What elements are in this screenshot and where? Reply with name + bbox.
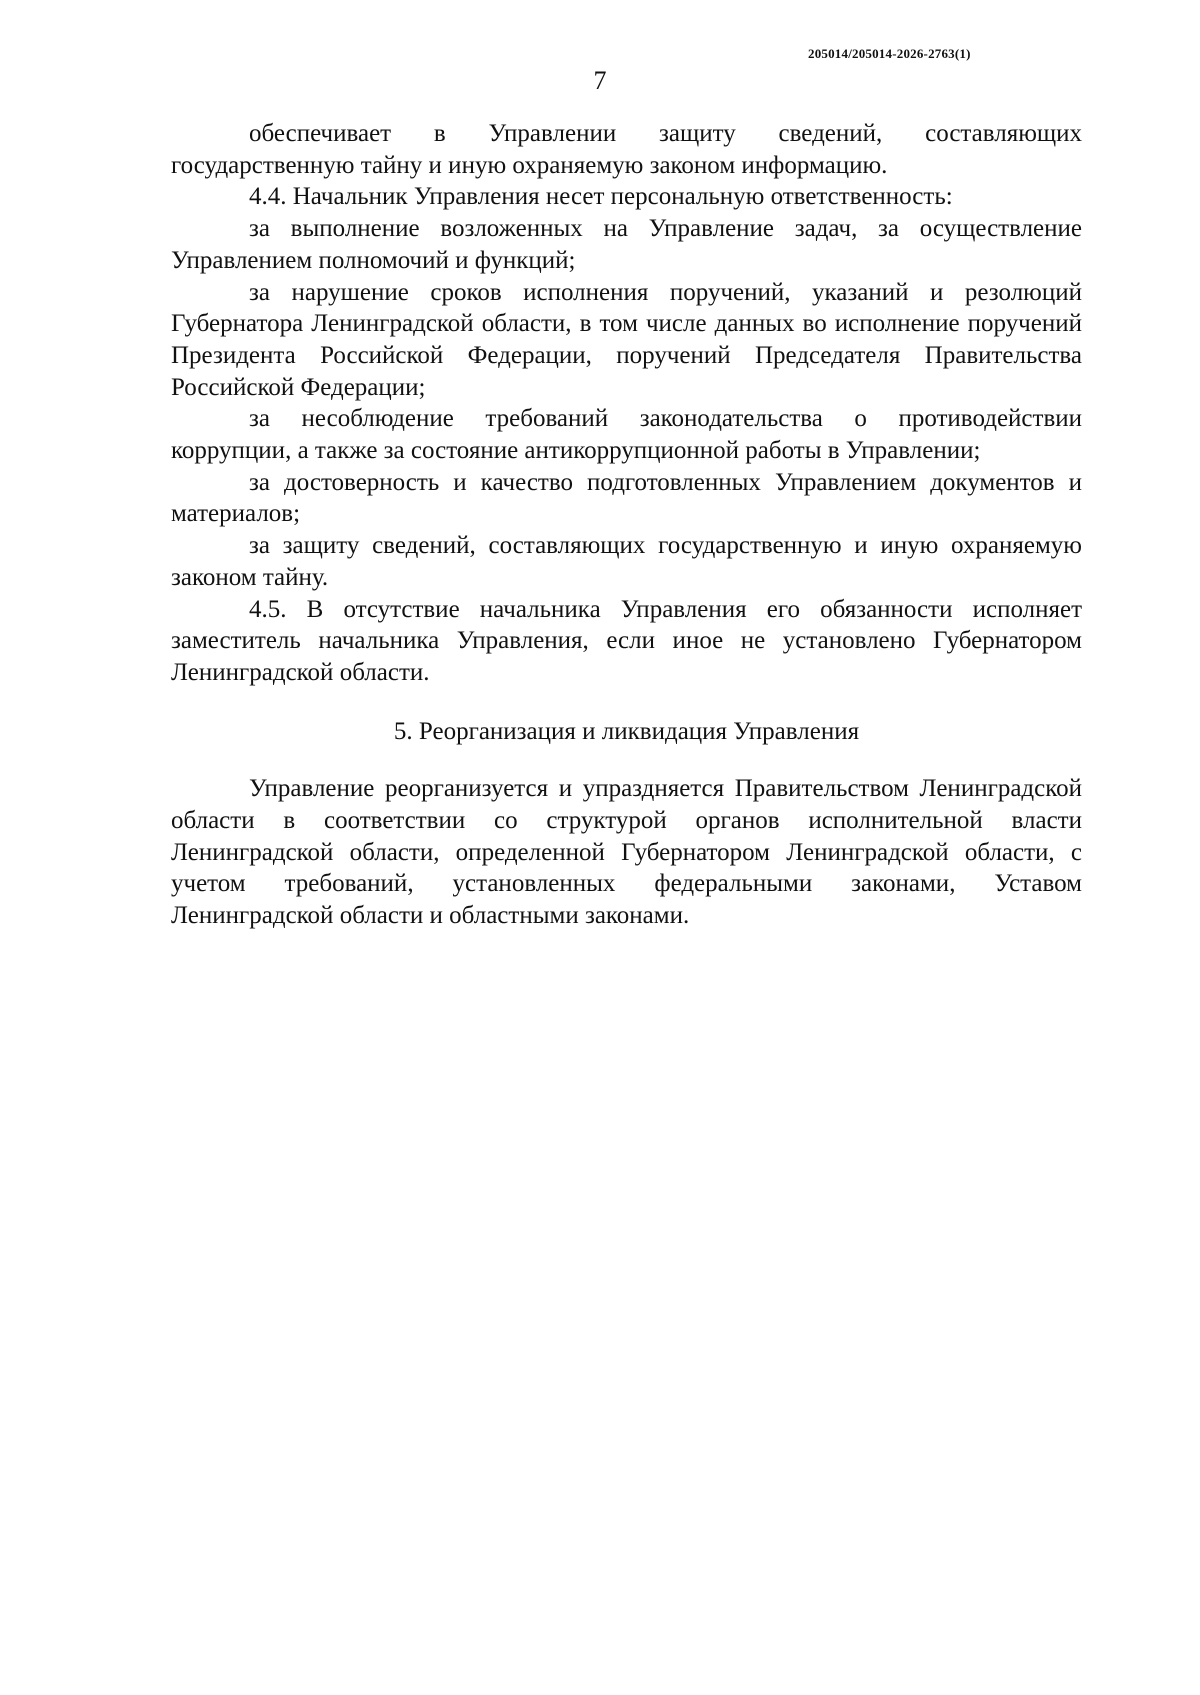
paragraph: за выполнение возложенных на Управление задач, за осуществление Управлением полномочий и функций; [171, 215, 1082, 274]
paragraph: 4.4. Начальник Управления несет персональную ответственность: [249, 183, 953, 211]
page-number: 7 [593, 66, 607, 95]
spacer [171, 689, 1082, 716]
section-heading: 5. Реорганизация и ликвидация Управления [393, 717, 860, 745]
paragraph: за несоблюдение требований законодательства о противодействии коррупции, а также за состояние антикоррупционной работы в Управлении; [171, 405, 1082, 465]
document-body [171, 118, 1082, 932]
paragraph: за нарушение сроков исполнения поручений, указаний и резолюций Губернатора Ленинградской области, в том числе данных во исполнение поручений Президента Российской Федерации, поручений Председателя Правительства Российской Федерации; [171, 278, 1082, 401]
paragraph: Управление реорганизуется и упраздняется Правительством Ленинградской области в соответствии со структурой органов исполнительной власти Ленинградской области, определенной Губернатором Ленинградской области, с учетом требований, установленных федеральными законами, Уставом Ленинградской области и областными законами. [171, 775, 1082, 930]
document-id: 205014/205014-2026-2763(1) [808, 46, 971, 61]
paragraph: 4.5. В отсутствие начальника Управления его обязанности исполняет заместитель начальника Управления, если иное не установлено Губернатором Ленинградской области. [171, 595, 1082, 686]
spacer [171, 747, 1082, 773]
paragraph: за достоверность и качество подготовленных Управлением документов и материалов; [171, 468, 1082, 528]
paragraph: обеспечивает в Управлении защиту сведений, составляющих государственную тайну и иную охраняемую законом информацию. [171, 120, 1082, 179]
paragraph: за защиту сведений, составляющих государственную и иную охраняемую законом тайну. [171, 532, 1082, 591]
